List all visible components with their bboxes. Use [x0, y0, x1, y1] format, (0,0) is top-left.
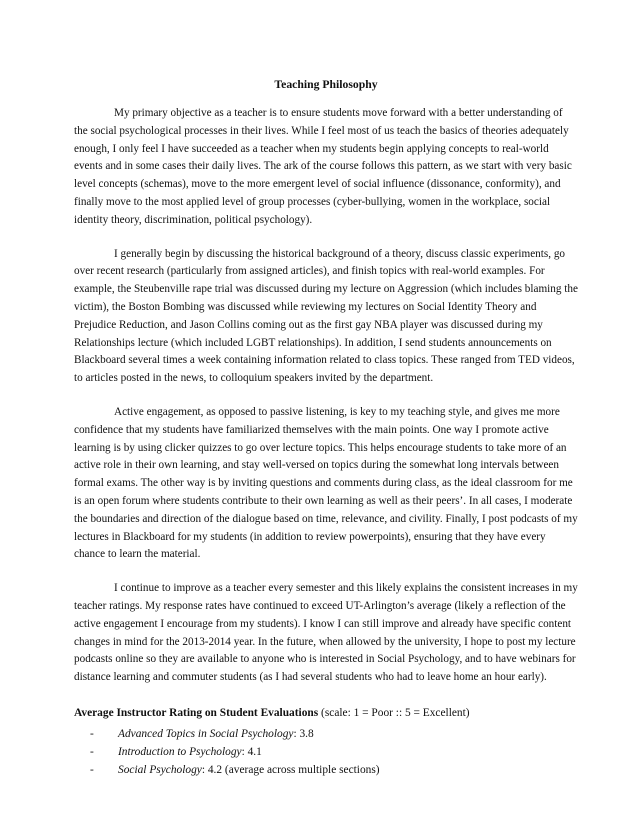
- list-item: [90, 725, 578, 743]
- course-name: Introduction to Psychology: [118, 745, 242, 758]
- list-item: [90, 743, 578, 761]
- list-dash: -: [90, 745, 94, 758]
- ratings-heading-label: Average Instructor Rating on Student Evaluations: [74, 706, 319, 719]
- page-title: Teaching Philosophy: [274, 78, 378, 91]
- paragraph-method: I generally begin by discussing the historical background of a theory, discuss classic experiments, go over recent research (particularly from assigned articles), and finish topics with real-world examples. For example, the Steubenville rape trial was discussed during my lecture on Aggression (which includes blaming the victim), the Boston Bombing was discussed while reviewing my lectures on Social Identity Theory and Prejudice Reduction, and Jason Collins coming out as the first gay NBA player was discussed during my Relationships lecture (which included LGBT relationships). In addition, I send students announcements on Blackboard several times a week containing information related to class topics. These ranged from TED videos, to articles posted in the news, to colloquium speakers invited by the department.: [74, 247, 578, 385]
- course-name: Social Psychology: [118, 763, 202, 776]
- list-dash: -: [90, 727, 94, 740]
- course-rating: : 4.2 (average across multiple sections): [201, 763, 380, 776]
- list-dash: -: [90, 763, 94, 776]
- course-rating: : 3.8: [293, 727, 314, 740]
- ratings-list: [74, 725, 578, 779]
- paragraph-improvement: I continue to improve as a teacher every semester and this likely explains the consistent increases in my teacher ratings. My response rates have continued to exceed UT-Arlington’s average (likely a reflection of the active engagement I encourage from my students). I know I can still improve and already have specific content changes in mind for the 2013-2014 year. In the future, when allowed by the university, I hope to post my lecture podcasts online so they are available to anyone who is interested in Social Psychology, and to have webinars for distance learning and commuter students (as I had several students who had to leave home an hour early).: [74, 582, 578, 684]
- ratings-heading: [74, 705, 578, 723]
- paragraph-objective: My primary objective as a teacher is to ensure students move forward with a better understanding of the social psychological processes in their lives. While I feel most of us teach the basics of theories adequately enough, I only feel I have succeeded as a teacher when my students begin applying concepts to real-world events and in some cases their daily lives. The ark of the course follows this pattern, as we start with very basic level concepts (schemas), move to the more emergent level of social influence (dissonance, conformity), and finally move to the most applied level of group processes (cyber-bullying, women in the workplace, social identity theory, discrimination, political psychology).: [74, 107, 572, 226]
- paragraph-engagement: Active engagement, as opposed to passive listening, is key to my teaching style, and gives me more confidence that my students have familiarized themselves with the main points. One way I promote active learning is by using clicker quizzes to go over lecture topics. This helps encourage students to take more of an active role in their own learning, and stay well-versed on topics during the somewhat long intervals between formal exams. The other way is by inviting questions and comments during class, as the ideal classroom for me is an open forum where students contribute to their own learning as well as their peers’. In all cases, I moderate the boundaries and direction of the dialogue based on time, relevance, and civility. Finally, I post podcasts of my lectures in Blackboard for my students (in addition to review powerpoints), ensuring that they have every chance to learn the material.: [74, 405, 578, 561]
- ratings-scale: (scale: 1 = Poor :: 5 = Excellent): [318, 706, 470, 719]
- list-item: [90, 761, 578, 779]
- course-name: Advanced Topics in Social Psychology: [118, 727, 294, 740]
- course-rating: : 4.1: [241, 745, 262, 758]
